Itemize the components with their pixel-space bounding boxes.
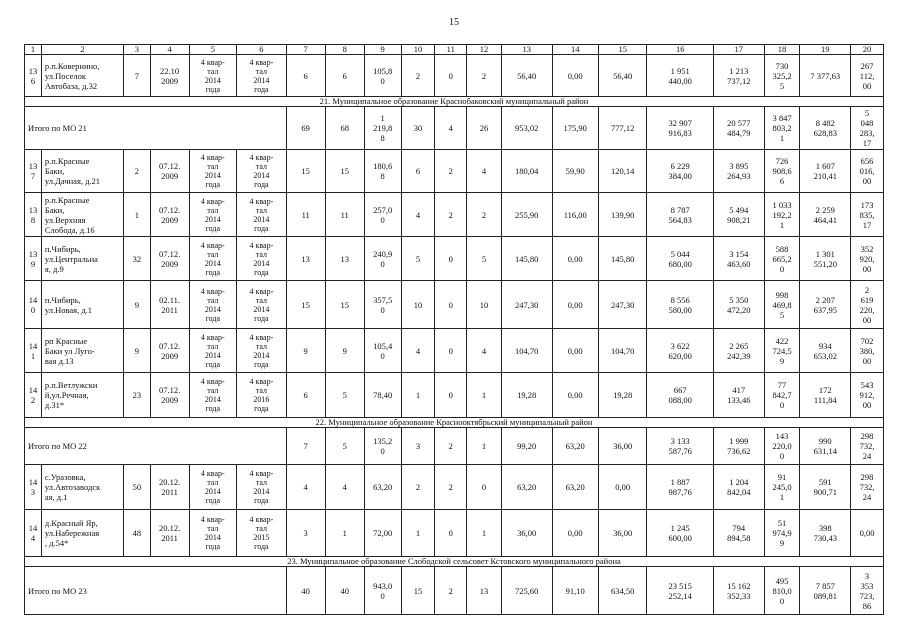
table-cell: 07.12. 2009 [150, 373, 189, 418]
table-cell: 15 [325, 281, 364, 329]
table-cell: 173 835, 17 [851, 193, 884, 237]
table-cell: 934 653,02 [800, 329, 851, 373]
table-cell: 13 8 [25, 193, 42, 237]
table-cell: р.п.Красные Баки, ул.Верхняя Слобода, д.16 [41, 193, 123, 237]
table-cell: 6 [286, 373, 325, 418]
table-cell: 7 377,63 [800, 55, 851, 97]
table-cell: 0 [435, 281, 467, 329]
table-cell: 1 [467, 373, 502, 418]
table-cell: 1 887 987,76 [647, 465, 713, 510]
column-number: 19 [800, 45, 851, 55]
table-cell: 1 [124, 193, 150, 237]
table-cell: 1 [401, 510, 435, 557]
total-row [25, 428, 884, 465]
table-cell: 2 [435, 567, 467, 615]
table-cell: 730 325,2 5 [764, 55, 800, 97]
table-cell: 26 [467, 107, 502, 150]
table-row [25, 281, 884, 329]
table-cell: 40 [286, 567, 325, 615]
table-cell: 5 [325, 373, 364, 418]
table-cell: 8 556 580,00 [647, 281, 713, 329]
column-number: 6 [237, 45, 287, 55]
table-cell: 07.12. 2009 [150, 237, 189, 281]
table-cell: д.Красный Яр, ул.Набережная , д.54* [41, 510, 123, 557]
table-cell: 2 [401, 465, 435, 510]
column-number-row [25, 45, 884, 55]
table-cell: 32 907 916,83 [647, 107, 713, 150]
table-cell: 3 [286, 510, 325, 557]
table-cell: 8 482 628,83 [800, 107, 851, 150]
table-cell: 116,00 [552, 193, 598, 237]
table-cell: 135,2 0 [364, 428, 401, 465]
page-number: 15 [449, 17, 459, 28]
table-cell: 14 3 [25, 465, 42, 510]
table-cell: 4 квар- тал 2016 года [237, 373, 287, 418]
table-cell: 13 6 [25, 55, 42, 97]
table-cell: 145,80 [501, 237, 552, 281]
table-cell: 22.10 2009 [150, 55, 189, 97]
table-cell: 7 [286, 428, 325, 465]
table-cell: 2 619 220, 00 [851, 281, 884, 329]
table-cell: 4 квар- тал 2015 года [237, 510, 287, 557]
table-cell: 10 [401, 281, 435, 329]
table-cell: 998 469,8 5 [764, 281, 800, 329]
table-row [25, 150, 884, 193]
column-number: 7 [286, 45, 325, 55]
table-cell: 0 [435, 329, 467, 373]
table-cell: 6 [401, 150, 435, 193]
table-cell: 5 [325, 428, 364, 465]
table-cell: 398 730,43 [800, 510, 851, 557]
table-cell: 1 204 842,04 [713, 465, 764, 510]
table-cell: 2 265 242,39 [713, 329, 764, 373]
table-cell: 4 квар- тал 2014 года [189, 193, 236, 237]
table-cell: 4 [401, 329, 435, 373]
table-cell: 180,04 [501, 150, 552, 193]
table-cell: 352 920, 00 [851, 237, 884, 281]
table-cell: 1 033 192,2 1 [764, 193, 800, 237]
column-number: 13 [501, 45, 552, 55]
table-cell: 0,00 [552, 281, 598, 329]
table-cell: 0,00 [552, 55, 598, 97]
table-cell: 23 [124, 373, 150, 418]
table-cell: 4 квар- тал 2014 года [189, 373, 236, 418]
table-cell: 3 847 803,2 1 [764, 107, 800, 150]
table-cell: 15 [286, 281, 325, 329]
column-number: 14 [552, 45, 598, 55]
table-cell: 5 [401, 237, 435, 281]
table-cell: 298 732, 24 [851, 428, 884, 465]
table-cell: 4 квар- тал 2014 года [237, 193, 287, 237]
table-cell: 77 842,7 0 [764, 373, 800, 418]
table-cell: 9 [124, 329, 150, 373]
table-cell: 9 [286, 329, 325, 373]
table-cell: 91 245,0 1 [764, 465, 800, 510]
table-cell: 3 622 620,00 [647, 329, 713, 373]
table-cell: 4 квар- тал 2014 года [189, 510, 236, 557]
table-cell: 1 [325, 510, 364, 557]
table-cell: 656 016, 00 [851, 150, 884, 193]
table-cell: 4 квар- тал 2014 года [189, 150, 236, 193]
table-cell: 1 999 736,62 [713, 428, 764, 465]
table-cell: р.п.Красные Баки, ул.Дачная, д.21 [41, 150, 123, 193]
apartment-buildings-table [24, 44, 884, 615]
table-cell: 10 [467, 281, 502, 329]
table-cell: 13 [286, 237, 325, 281]
table-cell: 3 353 723, 86 [851, 567, 884, 615]
table-cell: 4 [467, 329, 502, 373]
table-cell: 07.12. 2009 [150, 193, 189, 237]
table-cell: 2 259 464,41 [800, 193, 851, 237]
column-number: 5 [189, 45, 236, 55]
table-cell: 5 048 283, 17 [851, 107, 884, 150]
table-cell: 72,00 [364, 510, 401, 557]
table-cell: 267 112, 00 [851, 55, 884, 97]
table-cell: 63,20 [501, 465, 552, 510]
table-cell: 4 [286, 465, 325, 510]
table-cell: 63,20 [552, 428, 598, 465]
table-cell: 15 162 352,33 [713, 567, 764, 615]
table-cell: 1 301 551,20 [800, 237, 851, 281]
column-number: 8 [325, 45, 364, 55]
table-cell: 2 [401, 55, 435, 97]
table-cell: 417 133,46 [713, 373, 764, 418]
table-cell: 0,00 [552, 510, 598, 557]
table-cell: 104,70 [598, 329, 647, 373]
table-cell: 63,20 [552, 465, 598, 510]
table-cell: 175,90 [552, 107, 598, 150]
table-cell: 120,14 [598, 150, 647, 193]
table-cell: 19,28 [598, 373, 647, 418]
table-cell: 0,00 [552, 373, 598, 418]
table-cell: 0 [435, 510, 467, 557]
table-cell: 990 631,14 [800, 428, 851, 465]
column-number: 1 [25, 45, 42, 55]
table-cell: 4 квар- тал 2014 года [189, 329, 236, 373]
table-cell: 14 0 [25, 281, 42, 329]
table-cell: 702 380, 00 [851, 329, 884, 373]
table-cell: 2 [467, 193, 502, 237]
table-cell: 36,00 [501, 510, 552, 557]
column-number: 17 [713, 45, 764, 55]
table-cell: 143 220,0 0 [764, 428, 800, 465]
column-number: 3 [124, 45, 150, 55]
table-cell: 588 665,2 0 [764, 237, 800, 281]
table-cell: 0,00 [598, 465, 647, 510]
column-number: 12 [467, 45, 502, 55]
table-cell: 63,20 [364, 465, 401, 510]
table-cell: рп Красные Баки ул Луго- вая д.13 [41, 329, 123, 373]
table-cell: 667 088,00 [647, 373, 713, 418]
total-row [25, 567, 884, 615]
table-cell: 0 [435, 237, 467, 281]
table-cell: с.Уразовка, ул.Автозаводск ая, д.1 [41, 465, 123, 510]
section-title: 21. Муниципальное образование Краснобаковский муниципальный район [25, 97, 884, 107]
table-cell: 0 [467, 465, 502, 510]
table-cell: 4 квар- тал 2014 года [237, 237, 287, 281]
table-cell: 1 [401, 373, 435, 418]
table-cell: 02.11. 2011 [150, 281, 189, 329]
column-number: 11 [435, 45, 467, 55]
table-cell: 139,90 [598, 193, 647, 237]
table-cell: 2 207 637,95 [800, 281, 851, 329]
table-cell: 3 154 463,60 [713, 237, 764, 281]
table-cell: 247,30 [598, 281, 647, 329]
table-cell: 5 044 680,00 [647, 237, 713, 281]
table-cell: 4 [401, 193, 435, 237]
table-cell: 5 494 908,21 [713, 193, 764, 237]
table-cell: 105,4 0 [364, 329, 401, 373]
column-number: 2 [41, 45, 123, 55]
table-cell: 14 2 [25, 373, 42, 418]
table-cell: 32 [124, 237, 150, 281]
table-cell: п.Чибирь, ул.Центральна я, д.9 [41, 237, 123, 281]
table-cell: 78,40 [364, 373, 401, 418]
table-cell: 298 732, 24 [851, 465, 884, 510]
table-cell: 634,50 [598, 567, 647, 615]
table-cell: п.Чибирь, ул.Новая, д.1 [41, 281, 123, 329]
table-cell: 2 [435, 150, 467, 193]
total-row [25, 107, 884, 150]
table-cell: 13 [467, 567, 502, 615]
table-cell: 3 133 587,76 [647, 428, 713, 465]
table-cell: 19,28 [501, 373, 552, 418]
table-cell: 255,90 [501, 193, 552, 237]
table-cell: 4 [435, 107, 467, 150]
table-cell: 50 [124, 465, 150, 510]
table-cell: 2 [435, 193, 467, 237]
table-cell: 4 [467, 150, 502, 193]
table-cell: 14 4 [25, 510, 42, 557]
table-cell: 15 [401, 567, 435, 615]
column-number: 20 [851, 45, 884, 55]
table-cell: 726 908,6 6 [764, 150, 800, 193]
table-cell: 59,90 [552, 150, 598, 193]
table-cell: 99,20 [501, 428, 552, 465]
table-cell: 794 894,58 [713, 510, 764, 557]
table-cell: 495 810,0 0 [764, 567, 800, 615]
column-number: 16 [647, 45, 713, 55]
table-cell: 40 [325, 567, 364, 615]
table-cell: 07.12. 2009 [150, 329, 189, 373]
table-cell: 0 [435, 373, 467, 418]
table-cell: 9 [325, 329, 364, 373]
table-cell: 4 квар- тал 2014 года [237, 465, 287, 510]
table-cell: 68 [325, 107, 364, 150]
table-cell: 20.12. 2011 [150, 465, 189, 510]
table-cell: 20 577 484,79 [713, 107, 764, 150]
table-cell: 145,80 [598, 237, 647, 281]
table-cell: 5 350 472,20 [713, 281, 764, 329]
table-row [25, 329, 884, 373]
table-cell: 2 [124, 150, 150, 193]
table-cell: 2 [467, 55, 502, 97]
table-cell: 105,8 0 [364, 55, 401, 97]
table-row [25, 373, 884, 418]
table-cell: р.п.Ветлужски й,ул.Речная, д.31* [41, 373, 123, 418]
total-label: Итого по МО 21 [25, 107, 287, 150]
table-row [25, 510, 884, 557]
table-cell: 4 [325, 465, 364, 510]
table-cell: 725,60 [501, 567, 552, 615]
table-row [25, 237, 884, 281]
section-header-row [25, 418, 884, 428]
table-row [25, 465, 884, 510]
table-cell: 9 [124, 281, 150, 329]
table-cell: 1 213 737,12 [713, 55, 764, 97]
table-cell: 172 111,84 [800, 373, 851, 418]
table-cell: 4 квар- тал 2014 года [189, 465, 236, 510]
table-cell: 943,0 0 [364, 567, 401, 615]
table-cell: 30 [401, 107, 435, 150]
table-cell: 4 квар- тал 2014 года [237, 55, 287, 97]
total-label: Итого по МО 22 [25, 428, 287, 465]
table-cell: 20.12. 2011 [150, 510, 189, 557]
table-cell: 56,40 [598, 55, 647, 97]
table-cell: 69 [286, 107, 325, 150]
table-cell: 15 [286, 150, 325, 193]
table-cell: 257,0 0 [364, 193, 401, 237]
table-cell: 8 787 564,83 [647, 193, 713, 237]
table-cell: 3 [401, 428, 435, 465]
table-cell: 36,00 [598, 428, 647, 465]
table-cell: 11 [325, 193, 364, 237]
column-number: 10 [401, 45, 435, 55]
table-cell: 6 [325, 55, 364, 97]
table-cell: 247,30 [501, 281, 552, 329]
table-cell: 4 квар- тал 2014 года [189, 237, 236, 281]
table-cell: 0,00 [552, 329, 598, 373]
table-cell: 91,10 [552, 567, 598, 615]
column-number: 9 [364, 45, 401, 55]
table-cell: 4 квар- тал 2014 года [189, 281, 236, 329]
table-cell: 4 квар- тал 2014 года [237, 150, 287, 193]
column-number: 18 [764, 45, 800, 55]
section-header-row [25, 557, 884, 567]
table-cell: 4 квар- тал 2014 года [237, 281, 287, 329]
table-cell: 23 515 252,14 [647, 567, 713, 615]
table-cell: 13 9 [25, 237, 42, 281]
table-cell: 1 [467, 510, 502, 557]
total-label: Итого по МО 23 [25, 567, 287, 615]
table-cell: 5 [467, 237, 502, 281]
table-cell: 15 [325, 150, 364, 193]
section-title: 22. Муниципальное образование Краснооктябрьский муниципальный район [25, 418, 884, 428]
table-cell: 3 895 264,93 [713, 150, 764, 193]
table-cell: 0,00 [851, 510, 884, 557]
table-cell: 953,02 [501, 107, 552, 150]
table-cell: 4 квар- тал 2014 года [189, 55, 236, 97]
table-cell: 14 1 [25, 329, 42, 373]
column-number: 15 [598, 45, 647, 55]
table-cell: 4 квар- тал 2014 года [237, 329, 287, 373]
table-cell: 6 229 384,00 [647, 150, 713, 193]
table-cell: 180,6 8 [364, 150, 401, 193]
table-cell: 591 900,71 [800, 465, 851, 510]
table-cell: 422 724,5 9 [764, 329, 800, 373]
table-cell: 07.12. 2009 [150, 150, 189, 193]
table-cell: 51 974,9 9 [764, 510, 800, 557]
table-cell: 7 [124, 55, 150, 97]
table-cell: 1 245 600,00 [647, 510, 713, 557]
table-row [25, 193, 884, 237]
table-cell: 6 [286, 55, 325, 97]
table-cell: 777,12 [598, 107, 647, 150]
table-cell: 0 [435, 55, 467, 97]
table-row [25, 55, 884, 97]
section-title: 23. Муниципальное образование Слободской сельсовет Кстовского муниципального района [25, 557, 884, 567]
table-cell: 13 7 [25, 150, 42, 193]
table-cell: 11 [286, 193, 325, 237]
table-cell: 36,00 [598, 510, 647, 557]
table-cell: 13 [325, 237, 364, 281]
column-number: 4 [150, 45, 189, 55]
table-cell: р.п.Ковернино, ул.Поселок Автобаза, д.32 [41, 55, 123, 97]
table-cell: 543 912, 00 [851, 373, 884, 418]
table-cell: 357,5 0 [364, 281, 401, 329]
table-cell: 7 857 089,81 [800, 567, 851, 615]
table-cell: 104,70 [501, 329, 552, 373]
table-cell: 1 607 210,41 [800, 150, 851, 193]
table-cell: 0,00 [552, 237, 598, 281]
table-cell: 1 951 440,00 [647, 55, 713, 97]
section-header-row [25, 97, 884, 107]
table-cell: 240,9 0 [364, 237, 401, 281]
table-cell: 1 [467, 428, 502, 465]
table-cell: 48 [124, 510, 150, 557]
table-cell: 2 [435, 428, 467, 465]
table-cell: 56,40 [501, 55, 552, 97]
table-cell: 2 [435, 465, 467, 510]
table-cell: 1 219,8 8 [364, 107, 401, 150]
